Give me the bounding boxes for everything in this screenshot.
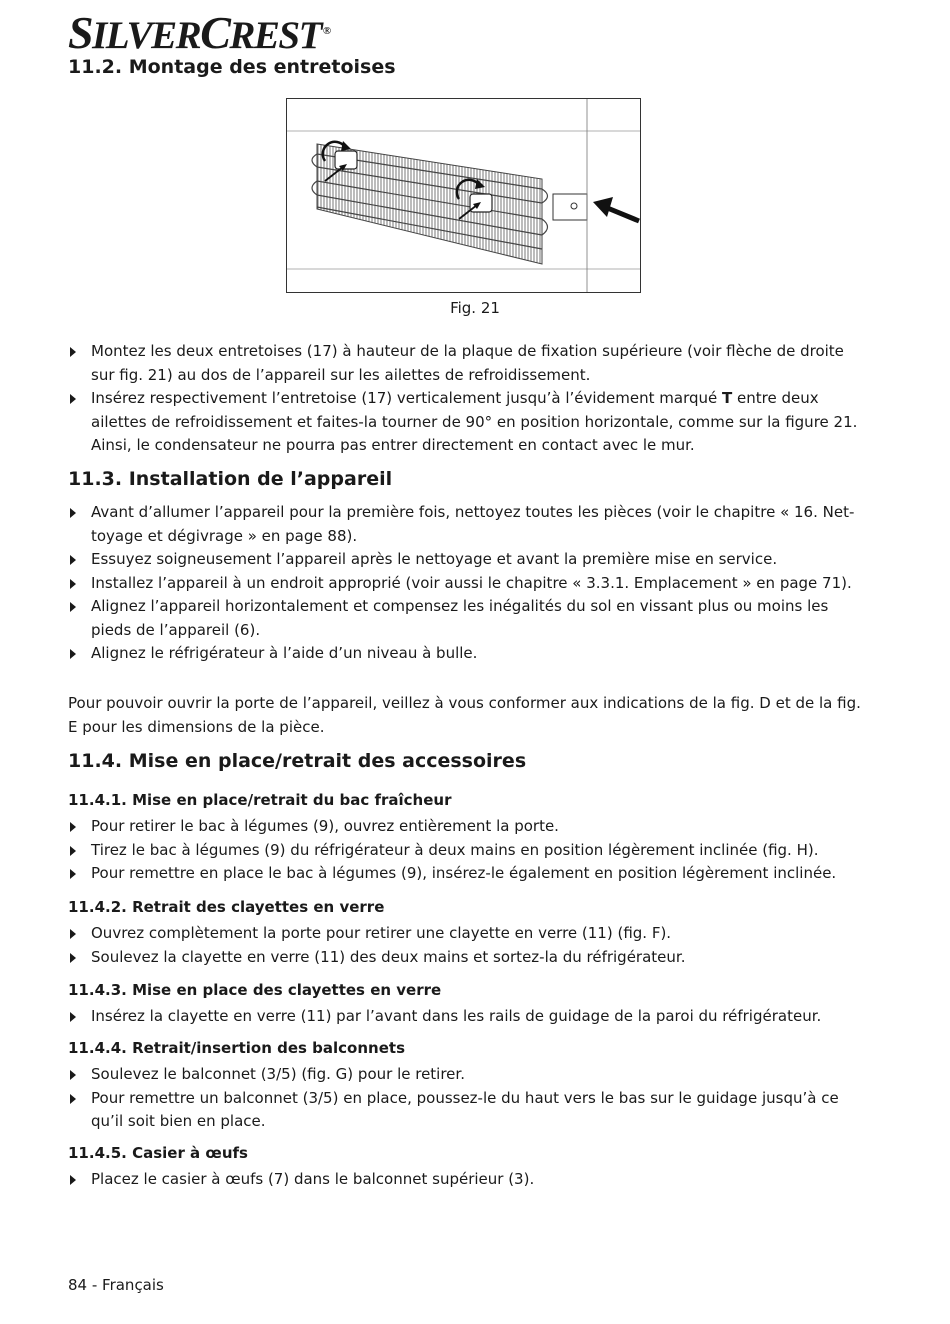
list-item: Soulevez le balconnet (3/5) (fig. G) pour le retirer.: [68, 1063, 868, 1087]
list-item: Montez les deux entretoises (17) à hauteur de la plaque de fixation supérieure (voir flèche de droite sur fig. 21) au dos de l’appareil sur les ailettes de refroidissement.: [68, 340, 868, 387]
section-heading-11-2: 11.2. Montage des entretoises: [68, 56, 396, 78]
list-11-4-3: [68, 1005, 868, 1029]
list-item: Alignez l’appareil horizontalement et compensez les inégalités du sol en vissant plus ou moins les pieds de l’appareil (6).: [68, 595, 868, 642]
list-item: Avant d’allumer l’appareil pour la première fois, nettoyez toutes les pièces (voir le chapitre « 16. Net-toyage et dégivrage » en page 88).: [68, 501, 868, 548]
list-item: Ouvrez complètement la porte pour retirer une clayette en verre (11) (fig. F).: [68, 922, 868, 946]
list-item: Pour remettre en place le bac à légumes (9), insérez-le également en position légèrement inclinée.: [68, 862, 868, 886]
subsection-heading-11-4-5: 11.4.5. Casier à œufs: [68, 1144, 248, 1162]
paragraph-room-dimensions: Pour pouvoir ouvrir la porte de l’appareil, veillez à vous conformer aux indications de la fig. D et de la fig. E pour les dimensions de la pièce.: [68, 694, 861, 736]
list-item: Insérez la clayette en verre (11) par l’avant dans les rails de guidage de la paroi du réfrigérateur.: [68, 1005, 868, 1029]
subsection-heading-11-4-2: 11.4.2. Retrait des clayettes en verre: [68, 898, 385, 916]
list-11-4-1: [68, 815, 868, 886]
list-item: Installez l’appareil à un endroit approprié (voir aussi le chapitre « 3.3.1. Emplacement » en page 71).: [68, 572, 868, 596]
subsection-heading-11-4-4: 11.4.4. Retrait/insertion des balconnets: [68, 1039, 405, 1057]
list-11-4-4: [68, 1063, 868, 1134]
figure-caption: Fig. 21: [450, 299, 500, 317]
brand-logo: SILVERCREST ®: [68, 7, 330, 58]
list-item: Soulevez la clayette en verre (11) des deux mains et sortez-la du réfrigérateur.: [68, 946, 868, 970]
list-item: Placez le casier à œufs (7) dans le balconnet supérieur (3).: [68, 1168, 868, 1192]
list-11-3: [68, 501, 868, 666]
subsection-heading-11-4-3: 11.4.3. Mise en place des clayettes en verre: [68, 981, 442, 999]
page-footer: 84 - Français: [68, 1276, 164, 1294]
figure-21-illustration: [286, 98, 641, 293]
list-item: Alignez le réfrigérateur à l’aide d’un niveau à bulle.: [68, 642, 868, 666]
list-item: Insérez respectivement l’entretoise (17) verticalement jusqu’à l’évidement marqué T entre deux ailettes de refroidissement et faites-la tourner de 90° en position horizontale, comme sur la figure 21. Ainsi, le condensateur ne pourra pas entrer directement en contact avec le mur.: [68, 387, 868, 458]
list-item: Pour remettre un balconnet (3/5) en place, poussez-le du haut vers le bas sur le guidage jusqu’à ce qu’il soit bien en place.: [68, 1087, 868, 1134]
list-11-4-2: [68, 922, 868, 969]
list-11-4-5: [68, 1168, 868, 1192]
list-item: Tirez le bac à légumes (9) du réfrigérateur à deux mains en position légèrement inclinée (fig. H).: [68, 839, 868, 863]
list-item: Essuyez soigneusement l’appareil après le nettoyage et avant la première mise en service.: [68, 548, 868, 572]
condenser-spacer-drawing: [287, 99, 641, 293]
list-11-2: [68, 340, 868, 458]
list-item: Pour retirer le bac à légumes (9), ouvrez entièrement la porte.: [68, 815, 868, 839]
section-heading-11-3: 11.3. Installation de l’appareil: [68, 468, 393, 490]
section-heading-11-4: 11.4. Mise en place/retrait des accessoires: [68, 750, 527, 772]
subsection-heading-11-4-1: 11.4.1. Mise en place/retrait du bac fraîcheur: [68, 791, 452, 809]
